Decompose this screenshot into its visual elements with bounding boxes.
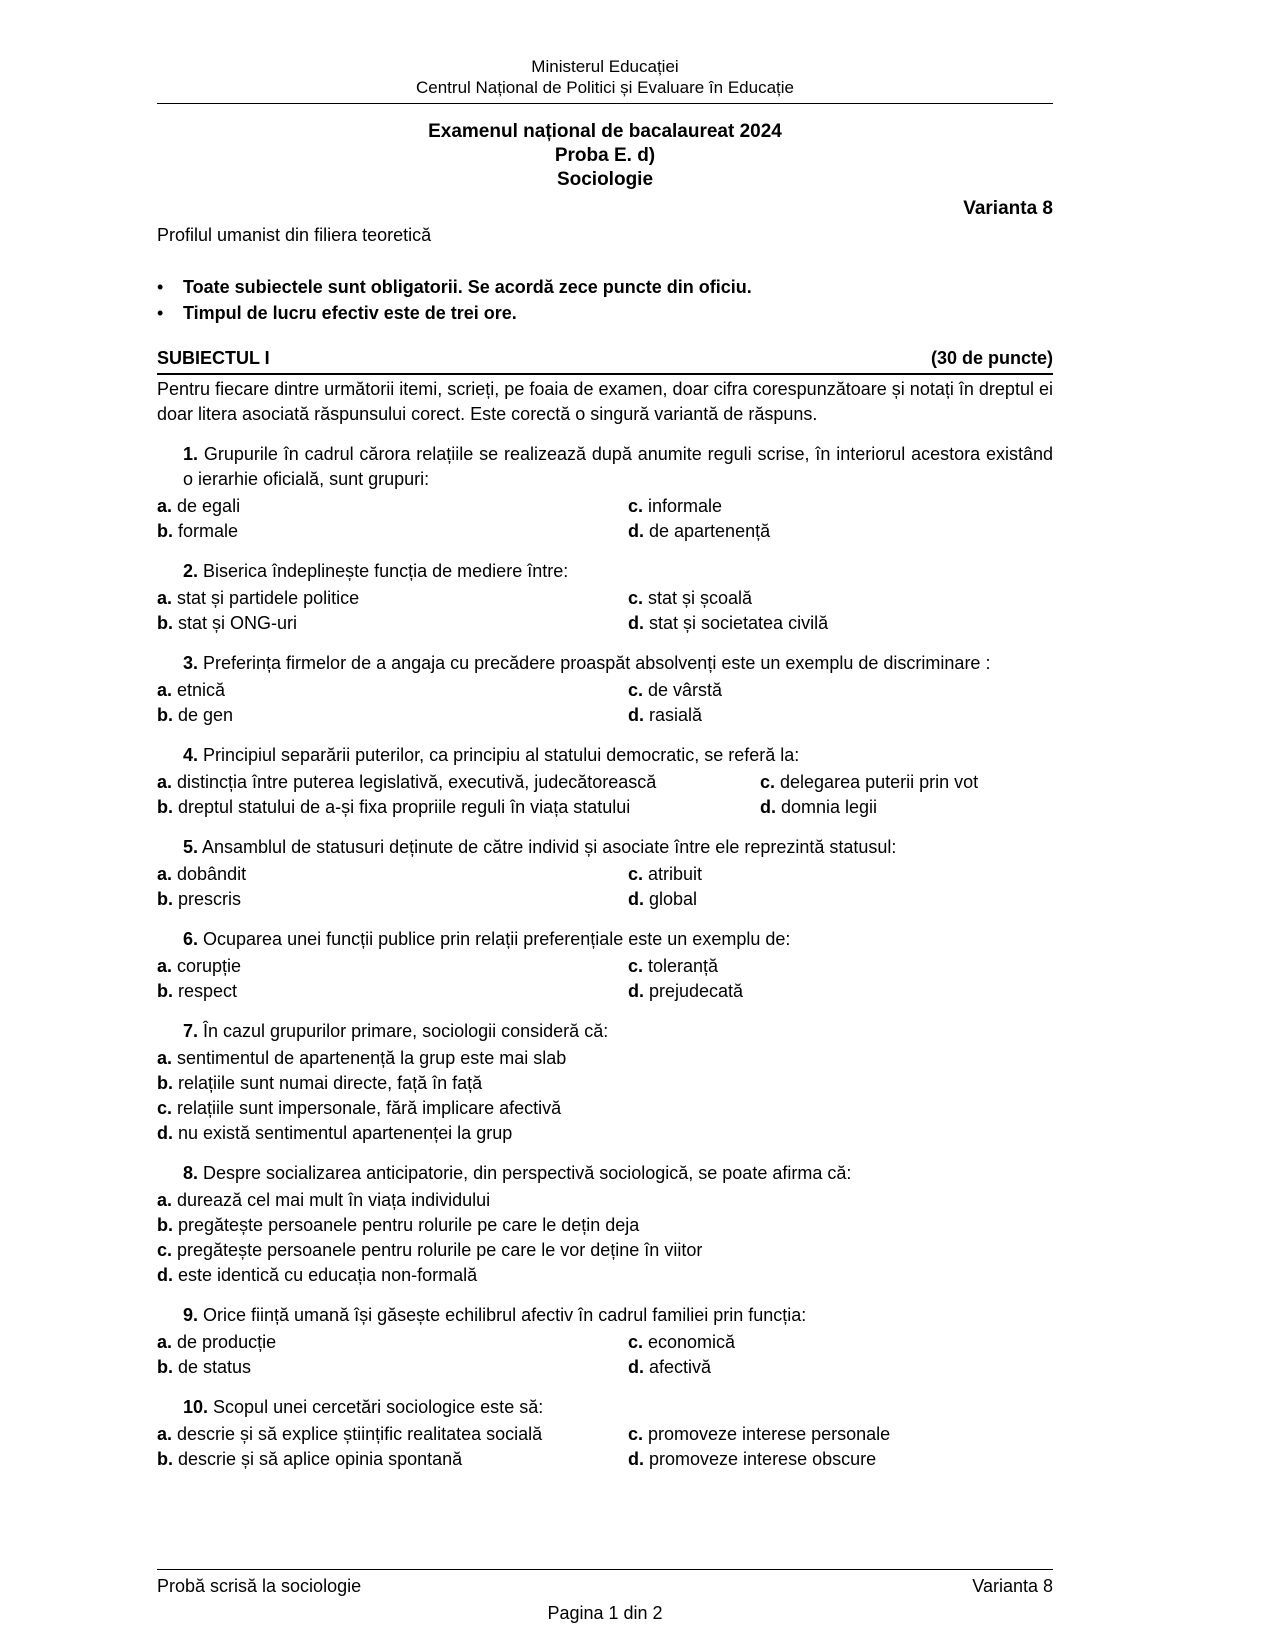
question-options	[157, 1046, 1053, 1146]
question-options	[157, 494, 1053, 544]
option-letter: c.	[628, 956, 644, 976]
option-a: a. etnică	[157, 680, 226, 700]
option-a: a. durează cel mai mult în viața individului	[157, 1190, 491, 1210]
option-c: c. informale	[628, 496, 723, 516]
instruction-item	[157, 300, 1053, 326]
option-letter: a.	[157, 1048, 173, 1068]
question-7	[157, 1019, 1053, 1146]
option-letter: a.	[157, 1424, 173, 1444]
option-letter: a.	[157, 1190, 173, 1210]
option-letter: c.	[628, 1424, 644, 1444]
option-d: d. global	[628, 889, 698, 909]
question-stem: 6. Ocuparea unei funcții publice prin relații preferențiale este un exemplu de:	[183, 929, 791, 949]
question-options	[157, 1422, 1053, 1472]
option-c: c. atribuit	[628, 864, 703, 884]
option-a: a. distincția între puterea legislativă, executivă, judecătorească	[157, 772, 657, 792]
option-letter: d.	[628, 889, 644, 909]
option-b: b. pregătește persoanele pentru rolurile pe care le dețin deja	[157, 1215, 640, 1235]
profile-line: Profilul umanist din filiera teoretică	[157, 225, 432, 245]
option-letter: b.	[157, 1357, 173, 1377]
bullet-icon: •	[157, 303, 164, 323]
question-5	[157, 835, 1053, 912]
option-d: d. stat și societatea civilă	[628, 613, 829, 633]
option-letter: a.	[157, 864, 173, 884]
question-stem: 4. Principiul separării puterilor, ca principiu al statului democratic, se referă la:	[183, 745, 800, 765]
option-a: a. sentimentul de apartenență la grup este mai slab	[157, 1048, 567, 1068]
instruction-text: Toate subiectele sunt obligatorii. Se acordă zece puncte din oficiu.	[183, 277, 752, 297]
option-letter: c.	[157, 1240, 173, 1260]
option-d: d. nu există sentimentul apartenenței la grup	[157, 1123, 513, 1143]
question-number: 2.	[183, 561, 199, 581]
exam-title: Examenul național de bacalaureat 2024	[428, 121, 782, 142]
center-name: Centrul Național de Politici și Evaluare în Educație	[416, 78, 794, 97]
question-10	[157, 1395, 1053, 1472]
option-b: b. formale	[157, 521, 239, 541]
option-letter: b.	[157, 613, 173, 633]
option-d: d. prejudecată	[628, 981, 744, 1001]
option-letter: c.	[628, 496, 644, 516]
option-c: c. promoveze interese personale	[628, 1424, 891, 1444]
option-letter: c.	[760, 772, 776, 792]
instruction-text: Timpul de lucru efectiv este de trei ore.	[183, 303, 517, 323]
header-divider	[157, 103, 1053, 104]
question-4	[157, 743, 1053, 820]
exam-subtitle: Proba E. d)	[554, 145, 656, 166]
option-letter: d.	[628, 613, 644, 633]
option-letter: b.	[157, 705, 173, 725]
option-d: d. promoveze interese obscure	[628, 1449, 877, 1469]
question-6	[157, 927, 1053, 1004]
option-b: b. relațiile sunt numai directe, față în față	[157, 1073, 483, 1093]
question-options	[157, 1330, 1053, 1380]
question-number: 1.	[183, 444, 199, 464]
section-title: SUBIECTUL I	[157, 348, 270, 368]
option-a: a. de producție	[157, 1332, 277, 1352]
question-options	[157, 862, 1053, 912]
option-a: a. dobândit	[157, 864, 247, 884]
option-d: d. este identică cu educația non-formală	[157, 1265, 478, 1285]
option-letter: a.	[157, 588, 173, 608]
option-letter: b.	[157, 521, 173, 541]
option-letter: a.	[157, 956, 173, 976]
option-letter: d.	[157, 1265, 173, 1285]
section-points: (30 de puncte)	[930, 348, 1053, 368]
question-1	[157, 442, 1053, 544]
question-number: 7.	[183, 1021, 199, 1041]
option-letter: c.	[628, 680, 644, 700]
question-2	[157, 559, 1053, 636]
footer-subject: Probă scrisă la sociologie	[157, 1576, 362, 1596]
ministry-name: Ministerul Educației	[531, 57, 679, 76]
option-letter: d.	[157, 1123, 173, 1143]
option-a: a. descrie și să explice științific realitatea socială	[157, 1424, 543, 1444]
option-d: d. rasială	[628, 705, 703, 725]
option-letter: b.	[157, 1449, 173, 1469]
question-stem: 9. Orice ființă umană își găsește echilibrul afectiv în cadrul familiei prin funcția:	[183, 1305, 807, 1325]
option-b: b. respect	[157, 981, 238, 1001]
question-stem: 10. Scopul unei cercetări sociologice este să:	[183, 1397, 544, 1417]
footer-variant: Varianta 8	[972, 1576, 1053, 1596]
question-stem: 3. Preferința firmelor de a angaja cu precădere proaspăt absolvenți este un exemplu de discriminare :	[183, 653, 991, 673]
option-b: b. stat și ONG-uri	[157, 613, 298, 633]
question-number: 10.	[183, 1397, 209, 1417]
option-letter: c.	[157, 1098, 173, 1118]
option-c: c. delegarea puterii prin vot	[760, 772, 979, 792]
question-options	[157, 770, 1053, 820]
option-c: c. economică	[628, 1332, 736, 1352]
option-c: c. stat și școală	[628, 588, 753, 608]
option-c: c. relațiile sunt impersonale, fără implicare afectivă	[157, 1098, 562, 1118]
question-options	[157, 1188, 1053, 1288]
question-options	[157, 586, 1053, 636]
question-options	[157, 678, 1053, 728]
question-number: 4.	[183, 745, 199, 765]
option-letter: c.	[628, 588, 644, 608]
page-number: Pagina 1 din 2	[547, 1603, 663, 1623]
exam-subject: Sociologie	[556, 169, 654, 190]
option-letter: a.	[157, 680, 173, 700]
option-letter: c.	[628, 864, 644, 884]
option-letter: d.	[760, 797, 776, 817]
option-letter: d.	[628, 1357, 644, 1377]
question-number: 6.	[183, 929, 199, 949]
bullet-icon: •	[157, 277, 164, 297]
option-letter: a.	[157, 496, 173, 516]
option-letter: d.	[628, 521, 644, 541]
option-letter: a.	[157, 772, 173, 792]
section-header	[157, 346, 1053, 375]
question-stem: 5. Ansamblul de statusuri deținute de către individ și asociate între ele reprezintă statusul:	[183, 837, 897, 857]
option-a: a. stat și partidele politice	[157, 588, 360, 608]
option-c: c. pregătește persoanele pentru rolurile pe care le vor deține în viitor	[157, 1240, 703, 1260]
option-letter: b.	[157, 889, 173, 909]
option-letter: d.	[628, 1449, 644, 1469]
question-8	[157, 1161, 1053, 1288]
option-b: b. prescris	[157, 889, 242, 909]
option-letter: b.	[157, 1073, 173, 1093]
question-options	[157, 954, 1053, 1004]
option-c: c. de vârstă	[628, 680, 723, 700]
option-letter: b.	[157, 1215, 173, 1235]
title-block	[157, 120, 1053, 192]
option-a: a. corupție	[157, 956, 242, 976]
option-b: b. descrie și să aplice opinia spontană	[157, 1449, 463, 1469]
document-footer	[157, 1569, 1053, 1626]
question-stem: 1. Grupurile în cadrul cărora relațiile se realizează după anumite reguli scrise, în interiorul acestora existând o ierarhie oficială, sunt grupuri:	[183, 444, 1053, 489]
question-9	[157, 1303, 1053, 1380]
instruction-item	[157, 274, 1053, 300]
document-header	[157, 56, 1053, 98]
option-d: d. afectivă	[628, 1357, 712, 1377]
question-number: 9.	[183, 1305, 199, 1325]
variant-label-top: Varianta 8	[963, 198, 1053, 219]
option-letter: d.	[628, 705, 644, 725]
instructions-list	[157, 274, 1053, 326]
footer-row	[157, 1574, 1053, 1599]
option-d: d. domnia legii	[760, 797, 878, 817]
option-letter: b.	[157, 981, 173, 1001]
option-letter: d.	[628, 981, 644, 1001]
option-c: c. toleranță	[628, 956, 719, 976]
question-number: 8.	[183, 1163, 199, 1183]
option-b: b. de status	[157, 1357, 252, 1377]
question-stem: 2. Biserica îndeplinește funcția de mediere între:	[183, 561, 569, 581]
question-number: 3.	[183, 653, 199, 673]
option-a: a. de egali	[157, 496, 241, 516]
option-b: b. de gen	[157, 705, 234, 725]
questions-container	[157, 442, 1053, 1472]
question-number: 5.	[183, 837, 199, 857]
option-d: d. de apartenență	[628, 521, 771, 541]
option-letter: c.	[628, 1332, 644, 1352]
section-intro: Pentru fiecare dintre următorii itemi, scrieți, pe foaia de examen, doar cifra corespunzătoare și notați în dreptul ei doar litera asociată răspunsului corect. Este corectă o singură variantă de răspuns.	[157, 379, 1053, 424]
option-letter: b.	[157, 797, 173, 817]
option-letter: a.	[157, 1332, 173, 1352]
option-b: b. dreptul statului de a-și fixa propriile reguli în viața statului	[157, 797, 631, 817]
question-stem: 8. Despre socializarea anticipatorie, din perspectivă sociologică, se poate afirma că:	[183, 1163, 852, 1183]
question-stem: 7. În cazul grupurilor primare, sociologii consideră că:	[183, 1021, 609, 1041]
question-3	[157, 651, 1053, 728]
